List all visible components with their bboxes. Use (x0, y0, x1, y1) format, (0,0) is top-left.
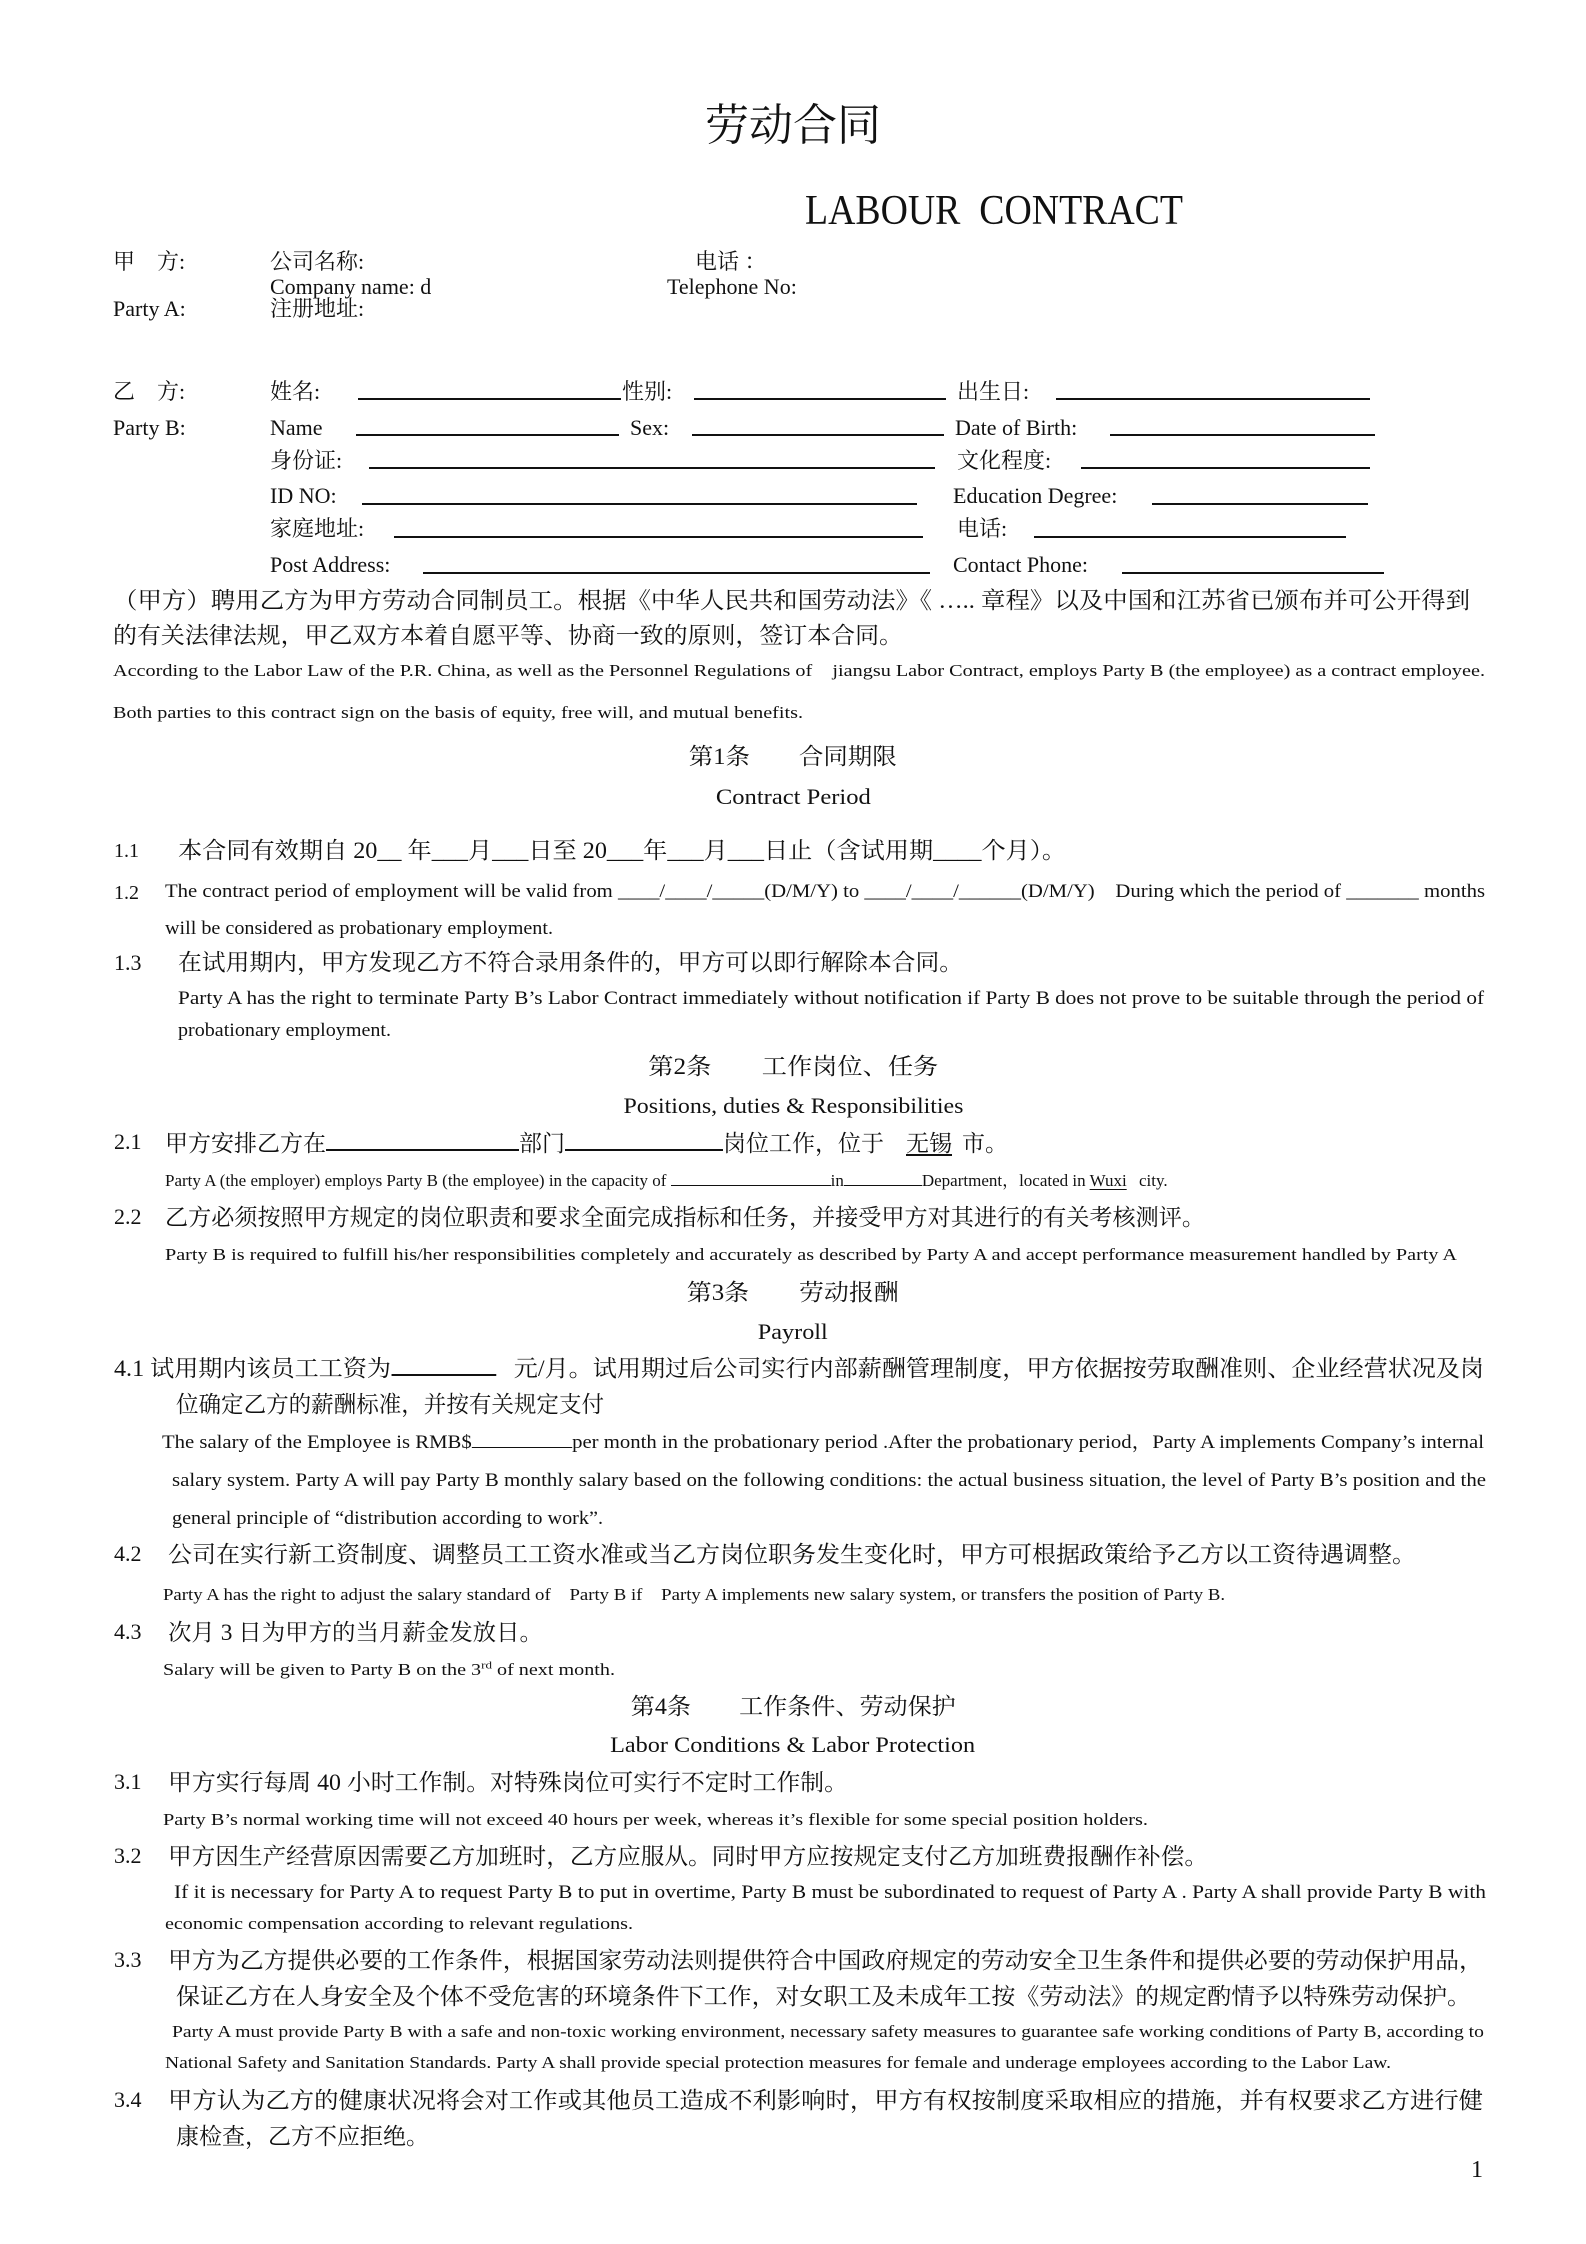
registered-address-label-cn: 注册地址: (270, 296, 365, 321)
clause-3-3-number: 3.3 (114, 1947, 142, 1972)
dob-label-en: Date of Birth: (955, 415, 1078, 440)
sex-label-en: Sex: (630, 415, 670, 440)
clause-2-1-text-c: 岗位工作，位于 (723, 1131, 884, 1156)
clause-1-3-cn-text: 在试用期内，甲方发现乙方不符合录用条件的，甲方可以即行解除本合同。 (178, 950, 964, 975)
address-field-cn[interactable] (394, 536, 923, 538)
education-label-cn: 文化程度: (957, 448, 1052, 473)
company-name-label-en: Company name: d (270, 274, 432, 299)
clause-1-1-cn (178, 838, 1067, 863)
post-address-label-en: Post Address: (270, 552, 391, 577)
article-4-title-cn (0, 1695, 1586, 1718)
clause-3-2-cn-text: 甲方因生产经营原因需要乙方加班时，乙方应服从。同时甲方应按规定支付乙方加班费报酬作补偿。 (168, 1844, 1209, 1869)
clause-1-3-number: 1.3 (114, 950, 142, 975)
article-3-title-en-text: Payroll (757, 1319, 829, 1344)
clause-3-2-en-line2 (165, 1914, 633, 1933)
capacity-blank[interactable] (671, 1171, 831, 1186)
clause-4-1-cn-line1 (114, 1356, 1485, 1381)
clause-3-3-en-line2-text: National Safety and Sanitation Standards. Party A shall provide special protection measures for female and underage employees according to the Labor Law. (165, 2053, 1391, 2072)
name-label-en: Name (270, 415, 323, 440)
clause-4-1-number: 4.1 (114, 1356, 145, 1381)
clause-1-2-en-line2-text: will be considered as probationary employment. (165, 918, 554, 939)
clause-3-4-cn-line1-text: 甲方认为乙方的健康状况将会对工作或其他员工造成不利影响时，甲方有权按制度采取相应的措施，并有权要求乙方进行健 (168, 2088, 1484, 2113)
article-1-title-en-text: Contract Period (715, 784, 871, 809)
clause-2-1-cn (165, 1131, 1008, 1155)
party-a-label-en: Party A: (113, 296, 186, 321)
position-blank[interactable] (326, 1131, 519, 1151)
clause-3-2-en-line1 (174, 1882, 1486, 1903)
clause-3-1-cn (168, 1770, 849, 1795)
department-blank-en[interactable] (844, 1171, 922, 1186)
id-label-cn: 身份证: (270, 448, 343, 473)
clause-1-3-cn (178, 950, 964, 975)
clause-4-1-en-line2 (172, 1470, 1487, 1491)
city-en: Wuxi (1089, 1171, 1127, 1190)
clause-3-2-en-line2-text: economic compensation according to relevant regulations. (165, 1914, 633, 1933)
clause-2-1-text-a: 甲方安排乙方在 (165, 1131, 326, 1156)
clause-3-2-number: 3.2 (114, 1843, 142, 1868)
clause-4-3-number: 4.3 (114, 1619, 142, 1644)
dob-field-en[interactable] (1110, 434, 1375, 436)
address-label-cn: 家庭地址: (270, 516, 365, 541)
article-2-title-cn (0, 1055, 1586, 1078)
party-a-label-cn: 甲 方: (113, 249, 186, 274)
clause-3-3-cn-line1 (168, 1948, 1483, 1973)
clause-1-2-en-line1 (165, 881, 1486, 902)
clause-2-2-cn (165, 1205, 1205, 1230)
clause-4-3-en-text-b: of next month. (491, 1660, 615, 1679)
intro-en-line1-text: According to the Labor Law of the P.R. China, as well as the Personnel Regulations of jiangsu Labor Contract, employs Party B (the employee) as a contract employee. (113, 661, 1485, 680)
clause-3-4-number: 3.4 (114, 2087, 142, 2112)
clause-4-2-number: 4.2 (114, 1541, 142, 1566)
probation-salary-blank[interactable] (391, 1356, 496, 1376)
clause-2-2-en (165, 1245, 1457, 1264)
article-3-title-cn (0, 1281, 1586, 1304)
clause-4-1-en-line3 (172, 1508, 604, 1529)
clause-3-2-cn (168, 1844, 1209, 1869)
phone-field-cn[interactable] (1034, 536, 1346, 538)
clause-4-2-cn-text: 公司在实行新工资制度、调整员工工资水准或当乙方岗位职务发生变化时，甲方可根据政策给予乙方以工资待遇调整。 (168, 1542, 1417, 1567)
education-field-cn[interactable] (1081, 467, 1370, 469)
clause-2-1-en-in: in (830, 1171, 844, 1190)
company-name-label-cn: 公司名称: (270, 249, 365, 274)
clause-4-1-en-line1 (162, 1432, 1484, 1453)
clause-2-2-en-text: Party B is required to fulfill his/her responsibilities completely and accurately as described by Party A and accept performance measurement handled by Party A (165, 1245, 1457, 1264)
clause-3-1-number: 3.1 (114, 1769, 142, 1794)
id-label-en: ID NO: (270, 483, 337, 508)
name-label-cn: 姓名: (270, 379, 321, 404)
clause-4-1-cn-line2-text: 位确定乙方的薪酬标准，并按有关规定支付 (176, 1392, 604, 1417)
clause-1-2-en-line2 (165, 918, 554, 939)
intro-en-line2-text: Both parties to this contract sign on the basis of equity, free will, and mutual benefits. (113, 703, 804, 722)
party-b-label-cn: 乙 方: (113, 379, 186, 404)
article-4-title-cn-text: 第4条 工作条件、劳动保护 (630, 1694, 956, 1719)
clause-1-1-cn-text: 本合同有效期自 20__ 年___月___日至 20___年___月___日止（含试用期____个月）。 (178, 838, 1067, 863)
clause-2-2-number: 2.2 (114, 1204, 142, 1229)
clause-4-1-en-text-a: The salary of the Employee is RMB$ (162, 1432, 472, 1453)
intro-cn-line1-text: （甲方）聘用乙方为甲方劳动合同制员工。根据《中华人民共和国劳动法》《 ….. 章程》以及中国和江苏省已颁布并可公开得到 (113, 588, 1471, 613)
phone-label-cn: 电话: (957, 516, 1008, 541)
clause-4-3-cn (168, 1620, 543, 1645)
article-1-title-cn-text: 第1条 合同期限 (689, 744, 897, 769)
intro-cn-line2-text: 的有关法律法规，甲乙双方本着自愿平等、协商一致的原则，签订本合同。 (113, 623, 903, 648)
clause-2-1-en (165, 1171, 1168, 1189)
id-field-en[interactable] (362, 503, 917, 505)
telephone-label-cn: 电话 ： (695, 249, 767, 274)
intro-en-line2 (113, 703, 804, 722)
clause-4-1-en-line2-text: salary system. Party A will pay Party B monthly salary based on the following conditions: the actual business situation, the level of Party B’s position and the (172, 1470, 1487, 1491)
name-field-en[interactable] (356, 434, 619, 436)
clause-3-2-en-line1-text: If it is necessary for Party A to request Party B to put in overtime, Party B must be subordinated to request of Party A . Party A shall provide Party B with (174, 1882, 1486, 1903)
id-field-cn[interactable] (369, 467, 935, 469)
clause-1-3-en-line2-text: probationary employment. (178, 1020, 391, 1041)
intro-cn-line2 (113, 623, 903, 648)
city-cn: 无锡 (906, 1131, 952, 1156)
sex-label-cn: 性别: (622, 379, 673, 404)
clause-4-1-en-line3-text: general principle of “distribution according to work”. (172, 1508, 604, 1529)
party-b-label-en: Party B: (113, 415, 186, 440)
clause-4-2-en-text: Party A has the right to adjust the salary standard of Party B if Party A implements new salary system, or transfers the position of Party B. (163, 1585, 1226, 1604)
clause-4-3-cn-text: 次月 3 日为甲方的当月薪金发放日。 (168, 1620, 543, 1645)
clause-3-3-cn-line2-text: 保证乙方在人身安全及个体不受危害的环境条件下工作，对女职工及未成年工按《劳动法》的规定酌情予以特殊劳动保护。 (176, 1984, 1472, 2009)
clause-3-3-en-line1-text: Party A must provide Party B with a safe and non-toxic working environment, necessary safety measures to guarantee safe working conditions of Party B, according to (172, 2022, 1484, 2041)
sex-field-cn[interactable] (694, 398, 946, 400)
intro-en-line1 (113, 661, 1485, 680)
contact-phone-label-en: Contact Phone: (953, 552, 1089, 577)
contact-phone-field-en[interactable] (1122, 572, 1384, 574)
clause-1-3-en-line1-text: Party A has the right to terminate Party B’s Labor Contract immediately without notification if Party B does not prove to be suitable through the period of (178, 988, 1485, 1009)
probation-salary-blank-en[interactable] (472, 1433, 572, 1448)
article-2-title-en-text: Positions, duties & Responsibilities (622, 1093, 963, 1118)
clause-4-3-en (163, 1659, 615, 1679)
article-2-title-en (0, 1095, 1586, 1117)
clause-4-2-cn (168, 1542, 1417, 1567)
clause-3-3-en-line2 (165, 2053, 1391, 2072)
article-4-title-en (0, 1734, 1586, 1756)
dob-label-cn: 出生日: (957, 379, 1030, 404)
clause-4-1-text-b: 元/月。试用期过后公司实行内部薪酬管理制度，甲方依据按劳取酬准则、企业经营状况及岗 (513, 1356, 1485, 1381)
clause-4-1-en-text-b: per month in the probationary period .After the probationary period，Party A implements Company’s internal (572, 1432, 1484, 1453)
clause-1-2-number: 1.2 (114, 882, 139, 904)
article-4-title-en-text: Labor Conditions & Labor Protection (610, 1732, 976, 1757)
post-address-field-en[interactable] (423, 572, 930, 574)
clause-2-1-en-text-b: Department，located in (921, 1171, 1086, 1190)
clause-3-1-en-text: Party B’s normal working time will not exceed 40 hours per week, whereas it’s flexible for some special position holders. (163, 1810, 1148, 1829)
clause-1-1-number: 1.1 (114, 840, 139, 862)
article-3-title-cn-text: 第3条 劳动报酬 (686, 1280, 900, 1305)
clause-3-1-cn-text: 甲方实行每周 40 小时工作制。对特殊岗位可实行不定时工作制。 (168, 1770, 849, 1795)
clause-1-3-en-line1 (178, 988, 1485, 1009)
department-blank[interactable] (565, 1131, 723, 1151)
clause-3-3-cn-line2 (176, 1984, 1472, 2009)
clause-4-3-en-text-a: Salary will be given to Party B on the 3 (163, 1660, 482, 1679)
article-3-title-en (0, 1321, 1586, 1343)
title-english (805, 190, 1225, 232)
clause-4-1-text-a: 试用期内该员工工资为 (150, 1356, 392, 1381)
clause-1-3-en-line2 (178, 1020, 391, 1041)
clause-3-1-en (163, 1810, 1148, 1829)
name-field-cn[interactable] (358, 398, 621, 400)
clause-3-3-cn-line1-text: 甲方为乙方提供必要的工作条件，根据国家劳动法则提供符合中国政府规定的劳动安全卫生条件和提供必要的劳动保护用品， (168, 1948, 1483, 1973)
article-1-title-cn (0, 745, 1586, 768)
education-label-en: Education Degree: (953, 483, 1118, 508)
intro-cn-line1 (113, 588, 1471, 613)
page-number: 1 (1471, 2157, 1483, 2183)
clause-3-3-en-line1 (172, 2022, 1484, 2041)
clause-2-1-text-b: 部门 (519, 1131, 565, 1156)
clause-2-1-number: 2.1 (114, 1129, 142, 1154)
sex-field-en[interactable] (692, 434, 944, 436)
clause-3-4-cn-line2 (176, 2125, 429, 2148)
clause-2-2-cn-text: 乙方必须按照甲方规定的岗位职责和要求全面完成指标和任务，并接受甲方对其进行的有关考核测评。 (165, 1205, 1205, 1230)
clause-3-4-cn-line2-text: 康检查，乙方不应拒绝。 (176, 2124, 429, 2149)
clause-3-4-cn-line1 (168, 2088, 1484, 2113)
clause-2-1-en-text-c: city. (1138, 1171, 1168, 1190)
article-1-title-en (0, 786, 1586, 808)
dob-field-cn[interactable] (1056, 398, 1370, 400)
education-field-en[interactable] (1152, 503, 1368, 505)
clause-1-2-en-line1-text: The contract period of employment will be valid from ____/____/_____(D/M/Y) to ____/____/______(D/M/Y) During which the period of _______ months (165, 881, 1486, 902)
title-chinese: 劳动合同 (705, 101, 881, 150)
telephone-label-en: Telephone No: (667, 274, 797, 299)
clause-4-2-en (163, 1585, 1226, 1604)
clause-4-3-en-sup: rd (481, 1659, 492, 1672)
clause-4-1-cn-line2 (176, 1393, 613, 1416)
clause-2-1-text-d: 市。 (962, 1131, 1008, 1156)
article-2-title-cn-text: 第2条 工作岗位、任务 (648, 1054, 938, 1079)
title-english-text: LABOUR CONTRACT (805, 188, 1183, 234)
clause-2-1-en-text-a: Party A (the employer) employs Party B (the employee) in the capacity of (165, 1171, 667, 1190)
